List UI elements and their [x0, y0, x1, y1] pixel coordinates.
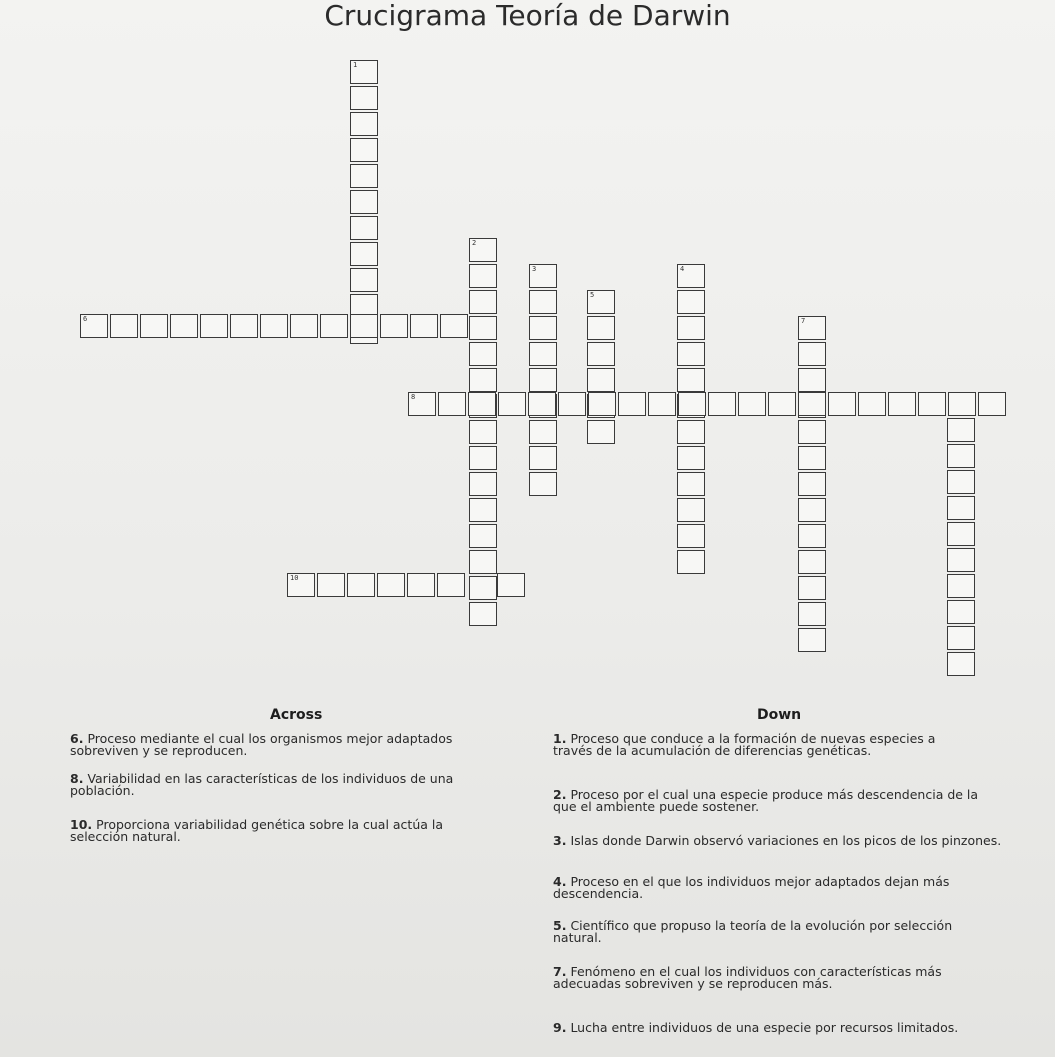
cell-number-10: 10	[290, 574, 299, 582]
down-heading: Down	[757, 707, 802, 723]
clue-number: 8.	[70, 771, 84, 786]
clue-text: Proporciona variabilidad genética sobre la cual actúa la selección natural.	[70, 817, 444, 844]
clue-number: 4.	[553, 874, 567, 889]
down-clue-3	[553, 835, 1003, 847]
across-clue-10	[70, 819, 490, 843]
down-clue-9	[553, 1022, 1013, 1034]
clue-number: 1.	[553, 731, 567, 746]
cell-number-7: 7	[801, 317, 806, 325]
clue-text: Proceso mediante el cual los organismos mejor adaptados sobreviven y se reproducen.	[70, 731, 453, 758]
clue-text: Proceso en el que los individuos mejor adaptados dejan más descendencia.	[553, 874, 950, 901]
clue-text: Proceso por el cual una especie produce más descendencia de la que el ambiente puede sostener.	[553, 787, 979, 814]
cell-number-5: 5	[590, 291, 595, 299]
clue-text: Fenómeno en el cual los individuos con características más adecuadas sobreviven y se reproducen más.	[553, 964, 942, 991]
cell-number-2: 2	[472, 239, 477, 247]
clue-number: 9.	[553, 1020, 567, 1035]
clue-number: 5.	[553, 918, 567, 933]
cell-number-3: 3	[532, 265, 537, 273]
cell-number-6: 6	[83, 315, 88, 323]
clue-text: Lucha entre individuos de una especie por recursos limitados.	[570, 1020, 959, 1035]
clue-text: Variabilidad en las características de los individuos de una población.	[70, 771, 454, 798]
clue-number: 7.	[553, 964, 567, 979]
down-clue-5	[553, 920, 998, 944]
cell-number-8: 8	[411, 393, 416, 401]
clue-number: 3.	[553, 833, 567, 848]
down-clue-7	[553, 966, 953, 990]
across-clue-6	[70, 733, 480, 757]
clue-number: 2.	[553, 787, 567, 802]
clue-text: Científico que propuso la teoría de la evolución por selección natural.	[553, 918, 953, 945]
cell-number-4: 4	[680, 265, 685, 273]
down-clue-1	[553, 733, 973, 757]
clue-text: Islas donde Darwin observó variaciones en los picos de los pinzones.	[570, 833, 1002, 848]
cell-number-1: 1	[353, 61, 358, 69]
clue-number: 10.	[70, 817, 93, 832]
down-clue-2	[553, 789, 993, 813]
across-heading: Across	[270, 707, 323, 723]
page-title: Crucigrama Teoría de Darwin	[324, 0, 731, 32]
clue-number: 6.	[70, 731, 84, 746]
down-clue-4	[553, 876, 983, 900]
across-clue-8	[70, 773, 510, 797]
clue-text: Proceso que conduce a la formación de nuevas especies a través de la acumulación de diferencias genéticas.	[553, 731, 936, 758]
